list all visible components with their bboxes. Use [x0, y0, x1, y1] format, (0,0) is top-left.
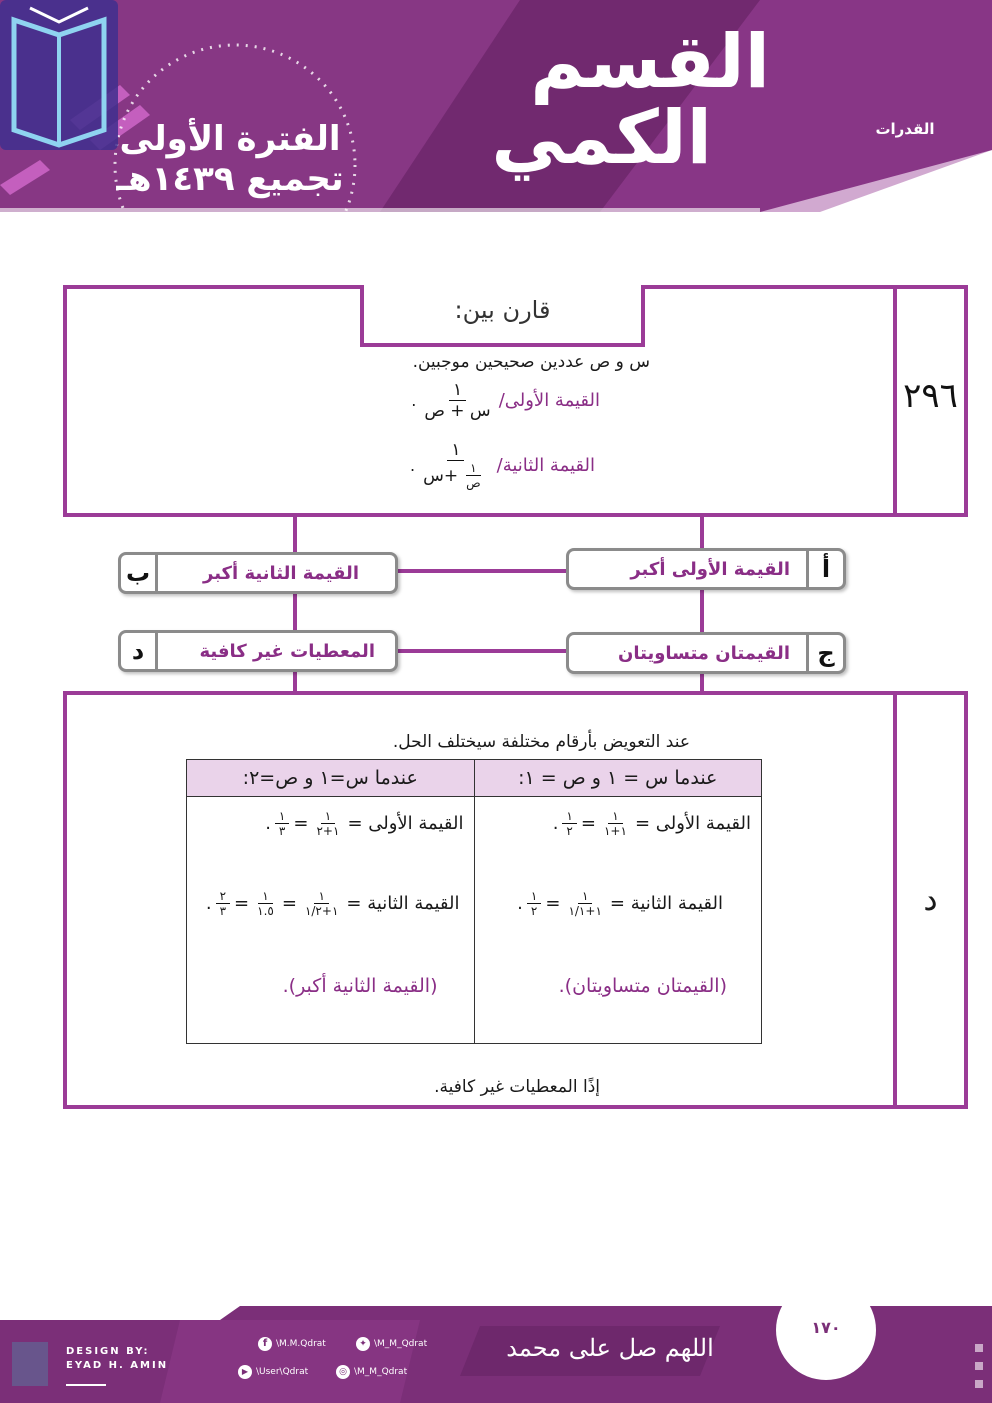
fraction-numerator: ١ [449, 380, 466, 401]
twitter-icon: ✦ [356, 1337, 370, 1351]
collection-label: تجميع ١٤٣٩هـ [116, 159, 344, 199]
case-1-first-label: القيمة الأولى = [634, 813, 751, 834]
instagram-handle: \M_M_Qdrat [354, 1367, 408, 1377]
instagram-link[interactable] [336, 1365, 407, 1379]
option-text: القيمتان متساويتان [617, 642, 790, 664]
option-d[interactable] [118, 630, 398, 672]
denominator: ١+٢ [316, 824, 340, 838]
fraction [600, 809, 631, 838]
design-by-label: DESIGN BY: [66, 1346, 150, 1357]
fraction [562, 809, 576, 838]
solution-table [186, 759, 762, 1044]
question-number: ٢٩٦ [903, 376, 958, 416]
solution-intro: عند التعويض بأرقام مختلفة سيختلف الحل. [392, 732, 690, 752]
instagram-icon: ◎ [336, 1365, 350, 1379]
denominator: ٢ [566, 824, 573, 838]
numerator: ١ [314, 889, 328, 904]
numerator: ١ [321, 809, 335, 824]
second-quantity-label: القيمة الثانية/ [496, 454, 595, 476]
option-letter: ب [121, 555, 158, 591]
calligraphy-text: اللهم صل على محمد [506, 1334, 714, 1362]
numerator: ١ [562, 809, 576, 824]
inner-numerator: ١ [466, 461, 480, 476]
youtube-icon: ▶ [238, 1365, 252, 1379]
fraction-numerator: ١ [447, 440, 464, 461]
numerator: ٢ [216, 889, 230, 904]
numerator: ١ [527, 889, 541, 904]
numerator: ١ [275, 809, 289, 824]
answer-letter: د [923, 880, 938, 918]
facebook-handle: \M.M.Qdrat [276, 1339, 326, 1349]
case-1-second-label: القيمة الثانية = [609, 893, 723, 914]
inner-denominator: ص [466, 476, 481, 490]
title-line-1: القسم [530, 19, 770, 105]
fraction [301, 889, 342, 918]
denominator-tail: +س [423, 465, 459, 486]
case-2-first: القيمة الأولى = $\frac{١}{١+٢}$ = $\frac{١}{٣}$ . [265, 809, 464, 838]
option-letter: ج [806, 635, 843, 671]
designer-name: EYAD H. AMIN [66, 1360, 169, 1371]
case-1-result: (القيمتان متساويتان). [558, 975, 727, 997]
fraction [253, 889, 278, 918]
page-footer [0, 1306, 992, 1403]
denominator: ١+١/١ [568, 904, 602, 918]
period-dot: . [411, 391, 417, 410]
case-1-header: عندما س = ١ و ص = ١: [474, 760, 762, 797]
title-line-2: الكمي [491, 95, 712, 181]
first-quantity-label: القيمة الأولى/ [498, 390, 600, 411]
twitter-handle: \M_M_Qdrat [374, 1339, 428, 1349]
denominator: ٣ [278, 824, 286, 838]
second-quantity [330, 440, 595, 490]
numerator: ١ [578, 889, 592, 904]
fraction [312, 809, 343, 838]
first-quantity-fraction [420, 380, 494, 421]
twitter-link[interactable] [356, 1337, 427, 1351]
fraction [216, 889, 230, 918]
facebook-link[interactable] [258, 1337, 326, 1351]
case-1-first: القيمة الأولى = $\frac{١}{١+١}$ = $\frac{١}{٢}$ . [552, 809, 751, 838]
case-1-cell [474, 797, 762, 1044]
option-text: القيمة الثانية أكبر [203, 562, 359, 584]
denominator: ١+١ [603, 824, 627, 838]
option-letter: أ [806, 551, 843, 587]
fraction [564, 889, 605, 918]
case-2-result: (القيمة الثانية أكبر). [282, 975, 438, 997]
option-text: القيمة الأولى أكبر [630, 558, 790, 580]
period-label: الفترة الأولى [119, 119, 341, 159]
book-logo-icon [0, 0, 118, 150]
facebook-icon: f [258, 1337, 272, 1351]
fraction [527, 889, 541, 918]
option-b[interactable] [118, 552, 398, 594]
connector-bottom [396, 649, 568, 653]
denominator: ١+١/٢ [304, 904, 339, 918]
youtube-link[interactable] [238, 1365, 308, 1379]
second-quantity-fraction [419, 440, 493, 490]
page-number: ١٧٠ [811, 1318, 841, 1337]
denominator: ١.٥ [257, 904, 274, 918]
inner-fraction [462, 461, 485, 490]
option-letter: د [121, 633, 158, 669]
premise-text: س و ص عددين صحيحين موجبين. [412, 352, 650, 372]
compare-label: قارن بين: [454, 296, 551, 324]
case-1-second: القيمة الثانية = $\frac{١}{١+١/١}$ = $\frac{١}{٢}$ . [517, 889, 723, 918]
fraction-denominator [419, 461, 493, 490]
case-2-second-label: القيمة الثانية = [346, 893, 460, 914]
fraction-denominator: س + ص [424, 401, 491, 421]
connector-top [396, 569, 568, 573]
numerator: ١ [258, 889, 272, 904]
denominator: ٣ [219, 904, 227, 918]
option-a[interactable] [566, 548, 846, 590]
logo-text: القدرات [875, 120, 935, 138]
solution-conclusion: إذًا المعطيات غير كافية. [434, 1077, 600, 1097]
denominator: ٢ [530, 904, 538, 918]
case-2-first-label: القيمة الأولى = [347, 813, 464, 834]
fraction [275, 809, 289, 838]
case-2-second: القيمة الثانية = $\frac{١}{١+١/٢}$ = $\frac{١}{١.٥}$ = $\frac{٢}{٣}$ . [205, 889, 460, 918]
case-2-header: عندما س=١ و ص=٢: [187, 760, 475, 797]
page-header [0, 0, 992, 212]
period-dot: . [410, 455, 416, 475]
case-2-cell [187, 797, 475, 1044]
youtube-handle: \User\Qdrat [256, 1367, 309, 1377]
option-c[interactable] [566, 632, 846, 674]
first-quantity [330, 380, 600, 421]
numerator: ١ [608, 809, 622, 824]
option-text: المعطيات غير كافية [199, 640, 375, 662]
